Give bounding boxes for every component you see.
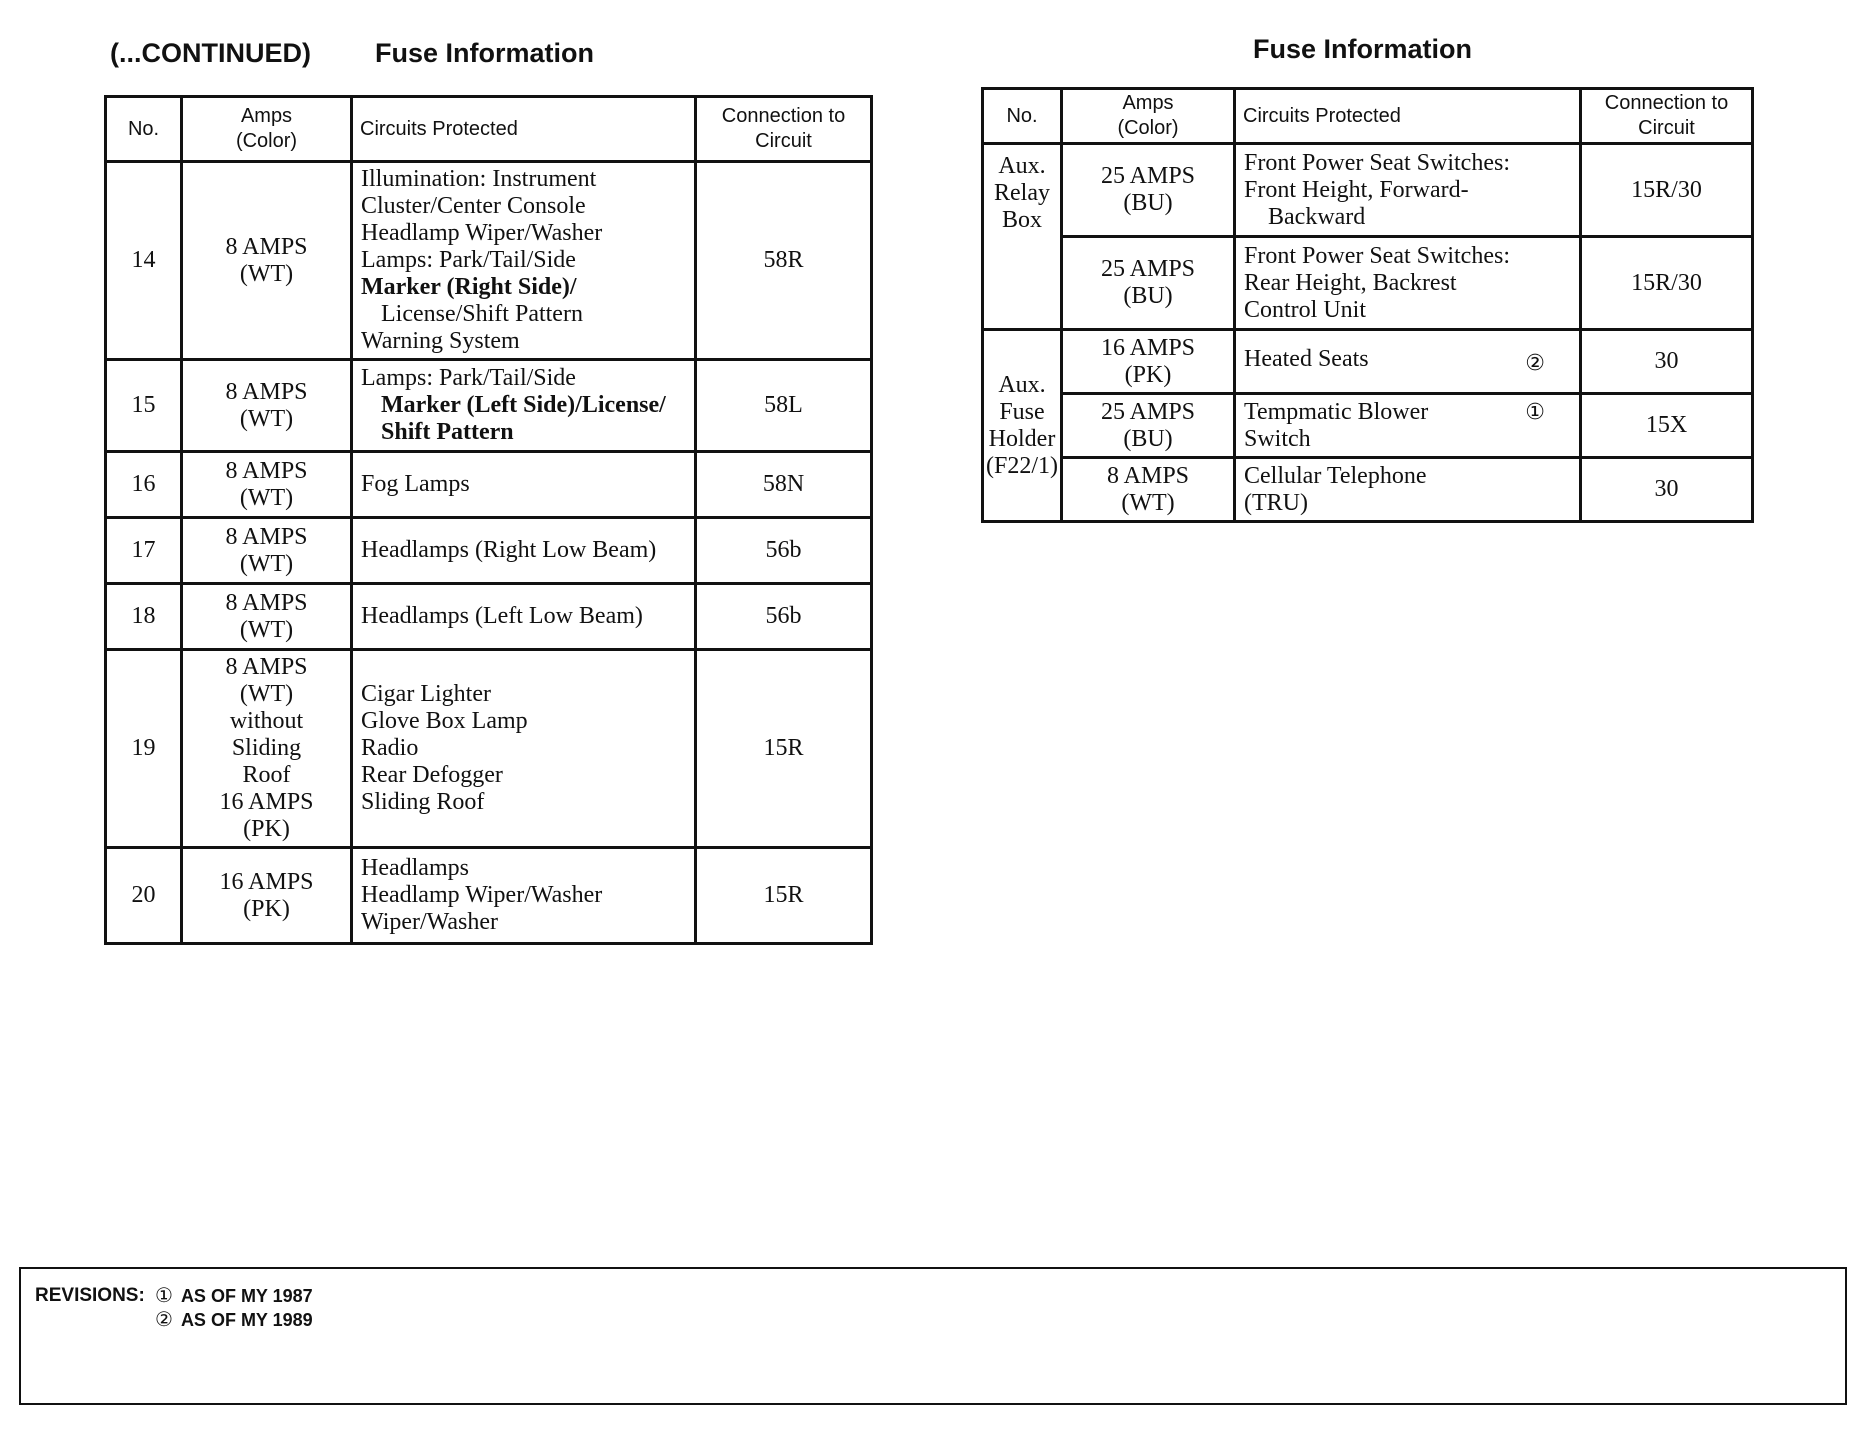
table-row — [983, 394, 1753, 458]
fuse-no: 16 — [106, 452, 182, 518]
revisions-label: REVISIONS: — [35, 1285, 145, 1306]
table-row — [106, 162, 872, 360]
right-table-header-row — [983, 89, 1753, 144]
fuse-amps: 25 AMPS (BU) — [1062, 394, 1235, 458]
fuse-amps: 8 AMPS (WT) — [182, 360, 352, 452]
revision-mark-2: ② — [1525, 351, 1545, 376]
header-no: No. — [983, 89, 1062, 144]
fuse-amps: 8 AMPS (WT) — [182, 584, 352, 650]
fuse-no: 14 — [106, 162, 182, 360]
header-amps: Amps (Color) — [1062, 89, 1235, 144]
circuits-protected: Heated Seats ② — [1235, 330, 1581, 394]
table-row — [983, 330, 1753, 394]
circuits-protected: Lamps: Park/Tail/Side Marker (Left Side)/License/ Shift Pattern — [352, 360, 696, 452]
circuits-protected: Front Power Seat Switches: Rear Height, Backrest Control Unit — [1235, 237, 1581, 330]
connection-circuit: 15R/30 — [1581, 144, 1753, 237]
circuits-protected: Headlamps (Right Low Beam) — [352, 518, 696, 584]
revision-item — [155, 1307, 313, 1331]
connection-circuit: 15R — [696, 650, 872, 848]
connection-circuit: 15X — [1581, 394, 1753, 458]
revisions-box — [19, 1267, 1847, 1405]
fuse-amps: 16 AMPS (PK) — [1062, 330, 1235, 394]
fuse-no: 19 — [106, 650, 182, 848]
connection-circuit: 56b — [696, 518, 872, 584]
circuits-protected: Fog Lamps — [352, 452, 696, 518]
right-table-title: Fuse Information — [1253, 34, 1473, 64]
fuse-no: 20 — [106, 848, 182, 944]
revision-mark-1: ① — [1525, 399, 1545, 425]
connection-circuit: 58R — [696, 162, 872, 360]
group-aux-relay-box: Aux. Relay Box — [983, 144, 1062, 330]
connection-circuit: 56b — [696, 584, 872, 650]
circuits-protected: Headlamps (Left Low Beam) — [352, 584, 696, 650]
circuits-protected: Front Power Seat Switches: Front Height, Forward- Backward — [1235, 144, 1581, 237]
table-row — [983, 237, 1753, 330]
fuse-amps: 8 AMPS (WT) without Sliding Roof 16 AMPS (PK) — [182, 650, 352, 848]
table-row — [106, 848, 872, 944]
left-table-header-row — [106, 97, 872, 162]
circuits-protected: Illumination: Instrument Cluster/Center Console Headlamp Wiper/Washer Lamps: Park/Tail/Side Marker (Right Side)/ License/Shift Pattern Warning System — [352, 162, 696, 360]
table-row — [983, 458, 1753, 522]
fuse-amps: 8 AMPS (WT) — [182, 452, 352, 518]
fuse-no: 17 — [106, 518, 182, 584]
fuse-no: 15 — [106, 360, 182, 452]
connection-circuit: 30 — [1581, 330, 1753, 394]
revision-mark-icon: ② — [155, 1307, 173, 1331]
revision-text: AS OF MY 1989 — [180, 1310, 313, 1330]
table-row — [106, 452, 872, 518]
header-circuits: Circuits Protected — [1235, 89, 1581, 144]
right-fuse-table — [981, 87, 1754, 523]
connection-circuit: 15R — [696, 848, 872, 944]
header-connection: Connection to Circuit — [696, 97, 872, 162]
connection-circuit: 30 — [1581, 458, 1753, 522]
connection-circuit: 58L — [696, 360, 872, 452]
header-connection: Connection to Circuit — [1581, 89, 1753, 144]
fuse-amps: 25 AMPS (BU) — [1062, 144, 1235, 237]
revision-item — [155, 1283, 313, 1307]
circuits-protected: Cellular Telephone (TRU) — [1235, 458, 1581, 522]
left-table-title: Fuse Information — [375, 38, 595, 68]
left-fuse-table — [104, 95, 873, 945]
circuits-protected: Cigar Lighter Glove Box Lamp Radio Rear Defogger Sliding Roof — [352, 650, 696, 848]
circuits-protected: Headlamps Headlamp Wiper/Washer Wiper/Washer — [352, 848, 696, 944]
table-row — [106, 360, 872, 452]
fuse-amps: 8 AMPS (WT) — [1062, 458, 1235, 522]
header-circuits: Circuits Protected — [352, 97, 696, 162]
table-row — [106, 518, 872, 584]
fuse-amps: 16 AMPS (PK) — [182, 848, 352, 944]
header-amps: Amps (Color) — [182, 97, 352, 162]
revision-text: AS OF MY 1987 — [180, 1286, 313, 1306]
table-row — [983, 144, 1753, 237]
table-row — [106, 650, 872, 848]
header-no: No. — [106, 97, 182, 162]
connection-circuit: 58N — [696, 452, 872, 518]
fuse-amps: 8 AMPS (WT) — [182, 162, 352, 360]
fuse-no: 18 — [106, 584, 182, 650]
circuits-protected: Tempmatic Blower Switch ① — [1235, 394, 1581, 458]
revision-mark-icon: ① — [155, 1283, 173, 1307]
fuse-amps: 25 AMPS (BU) — [1062, 237, 1235, 330]
connection-circuit: 15R/30 — [1581, 237, 1753, 330]
fuse-amps: 8 AMPS (WT) — [182, 518, 352, 584]
group-aux-fuse-holder: Aux. Fuse Holder (F22/1) — [983, 330, 1062, 522]
table-row — [106, 584, 872, 650]
continued-label: (...CONTINUED) — [110, 38, 311, 68]
